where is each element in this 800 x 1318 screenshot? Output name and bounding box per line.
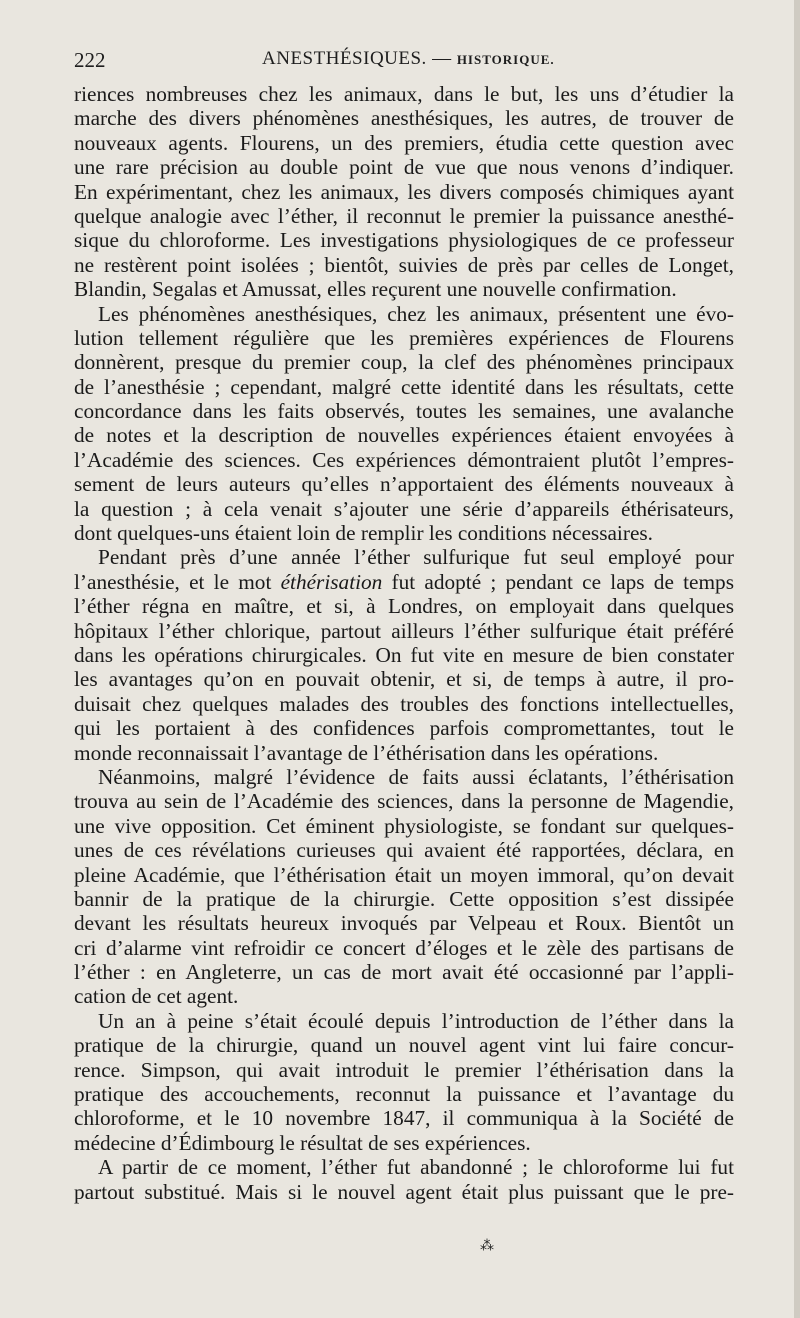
text-line: la question ; à cela venait s’ajouter une série d’appareils éthérisateurs, bbox=[74, 496, 734, 521]
text-line: Pendant près d’une année l’éther sulfurique fut seul employé pour bbox=[98, 545, 734, 570]
text-line: rence. Simpson, qui avait introduit le premier l’éthérisation dans la bbox=[74, 1057, 734, 1082]
paragraph bbox=[74, 765, 734, 1009]
text-line: l’éther régna en maître, et si, à Londres, on employait dans quelques bbox=[74, 594, 734, 619]
text-line: qui les portaient à des confidences parfois compromettantes, tout le bbox=[74, 716, 734, 741]
text-line: les avantages qu’on en pouvait obtenir, et si, de temps à autre, il pro- bbox=[74, 667, 734, 692]
body-text bbox=[74, 82, 734, 1204]
text-line: A partir de ce moment, l’éther fut abandonné ; le chloroforme lui fut bbox=[98, 1155, 734, 1180]
text-line: donnèrent, presque du premier coup, la clef des phénomènes principaux bbox=[74, 350, 734, 375]
text-line: marche des divers phénomènes anesthésiques, les autres, de trouver de bbox=[74, 106, 734, 131]
text-line: de notes et la description de nouvelles expériences étaient envoyées à bbox=[74, 423, 734, 448]
italic-term: éthérisation bbox=[280, 569, 383, 594]
running-title-dash: — bbox=[426, 48, 457, 69]
text-line: monde reconnaissait l’avantage de l’éthérisation dans les opérations. bbox=[74, 740, 659, 765]
text-line: pratique des accouchements, reconnut la puissance et l’avantage du bbox=[74, 1082, 734, 1107]
running-title bbox=[262, 48, 555, 70]
text-line: une rare précision au double point de vue que nous venons d’indiquer. bbox=[74, 155, 734, 180]
running-header bbox=[74, 48, 734, 74]
text-line: quelque analogie avec l’éther, il reconnut le premier la puissance anesthé- bbox=[74, 203, 734, 228]
text-line: sique du chloroforme. Les investigations physiologiques de ce professeur bbox=[74, 228, 734, 253]
text-line: l’éther : en Angleterre, un cas de mort avait été occasionné par l’appli- bbox=[74, 960, 734, 985]
text-line: l’Académie des sciences. Ces expériences démontraient plutôt l’empres- bbox=[74, 447, 734, 472]
text-line: une vive opposition. Cet éminent physiologiste, se fondant sur quelques- bbox=[74, 813, 734, 838]
text-line: duisait chez quelques malades des troubles des fonctions intellectuelles, bbox=[74, 691, 734, 716]
text-line: Blandin, Segalas et Amussat, elles reçurent une nouvelle confirmation. bbox=[74, 277, 677, 302]
running-title-main: ANESTHÉSIQUES. bbox=[262, 48, 427, 69]
text-line: dont quelques-uns étaient loin de remplir les conditions nécessaires. bbox=[74, 521, 654, 546]
page-number: 222 bbox=[74, 48, 106, 72]
text-line: lution tellement régulière que les premières expériences de Flourens bbox=[74, 325, 734, 350]
text-line: devant les résultats heureux invoqués par Velpeau et Roux. Bientôt un bbox=[74, 911, 734, 936]
text-line: ne restèrent point isolées ; bientôt, suivies de près par celles de Longet, bbox=[74, 252, 734, 277]
running-title-sub: HISTORIQUE. bbox=[456, 52, 555, 67]
paragraph bbox=[74, 1009, 734, 1155]
text-line: nouveaux agents. Flourens, un des premiers, étudia cette question avec bbox=[74, 130, 734, 155]
text-line: Les phénomènes anesthésiques, chez les animaux, présentent une évo- bbox=[98, 301, 734, 326]
text-line: cri d’alarme vint refroidir ce concert d’éloges et le zèle des partisans de bbox=[74, 935, 734, 960]
text-line: pratique de la chirurgie, quand un nouvel agent vint lui faire concur- bbox=[74, 1033, 734, 1058]
text-line: partout substitué. Mais si le nouvel agent était plus puissant que le pre- bbox=[74, 1179, 734, 1204]
text-line: chloroforme, et le 10 novembre 1847, il communiqua à la Société de bbox=[74, 1106, 734, 1131]
page-edge bbox=[794, 0, 800, 1318]
text-line: bannir de la pratique de la chirurgie. Cette opposition s’est dissipée bbox=[74, 886, 734, 911]
text-line: riences nombreuses chez les animaux, dans le but, les uns d’étudier la bbox=[74, 82, 734, 106]
text-line: cation de cet agent. bbox=[74, 984, 239, 1009]
paragraph bbox=[74, 82, 734, 302]
paragraph bbox=[74, 545, 734, 765]
text-line: Néanmoins, malgré l’évidence de faits aussi éclatants, l’éthérisation bbox=[98, 764, 734, 789]
text-line: hôpitaux l’éther chlorique, partout ailleurs l’éther sulfurique était préféré bbox=[74, 618, 734, 643]
text-line: Un an à peine s’était écoulé depuis l’introduction de l’éther dans la bbox=[98, 1008, 734, 1033]
text-line: pleine Académie, que l’éthérisation était un moyen immoral, qu’on devait bbox=[74, 862, 734, 887]
text-line: En expérimentant, chez les animaux, les divers composés chimiques ayant bbox=[74, 179, 734, 204]
text-line: de l’anesthésie ; cependant, malgré cette identité dans les résultats, cette bbox=[74, 374, 734, 399]
paragraph bbox=[74, 1155, 734, 1204]
text-line: l’anesthésie, et le mot éthérisation fut adopté ; pendant ce laps de temps bbox=[74, 569, 734, 594]
text-line: trouva au sein de l’Académie des sciences, dans la personne de Magendie, bbox=[74, 789, 734, 814]
text-line: sement de leurs auteurs qu’elles n’apportaient des éléments nouveaux à bbox=[74, 472, 734, 497]
text-line: unes de ces révélations curieuses qui avaient été rapportées, déclara, en bbox=[74, 838, 734, 863]
text-line: médecine d’Édimbourg le résultat de ses expériences. bbox=[74, 1130, 531, 1155]
ornament-mark: ⁂ bbox=[480, 1238, 494, 1254]
paragraph bbox=[74, 302, 734, 546]
text-line: dans les opérations chirurgicales. On fut vite en mesure de bien constater bbox=[74, 642, 734, 667]
text-line: concordance dans les faits observés, toutes les semaines, une avalanche bbox=[74, 399, 734, 424]
